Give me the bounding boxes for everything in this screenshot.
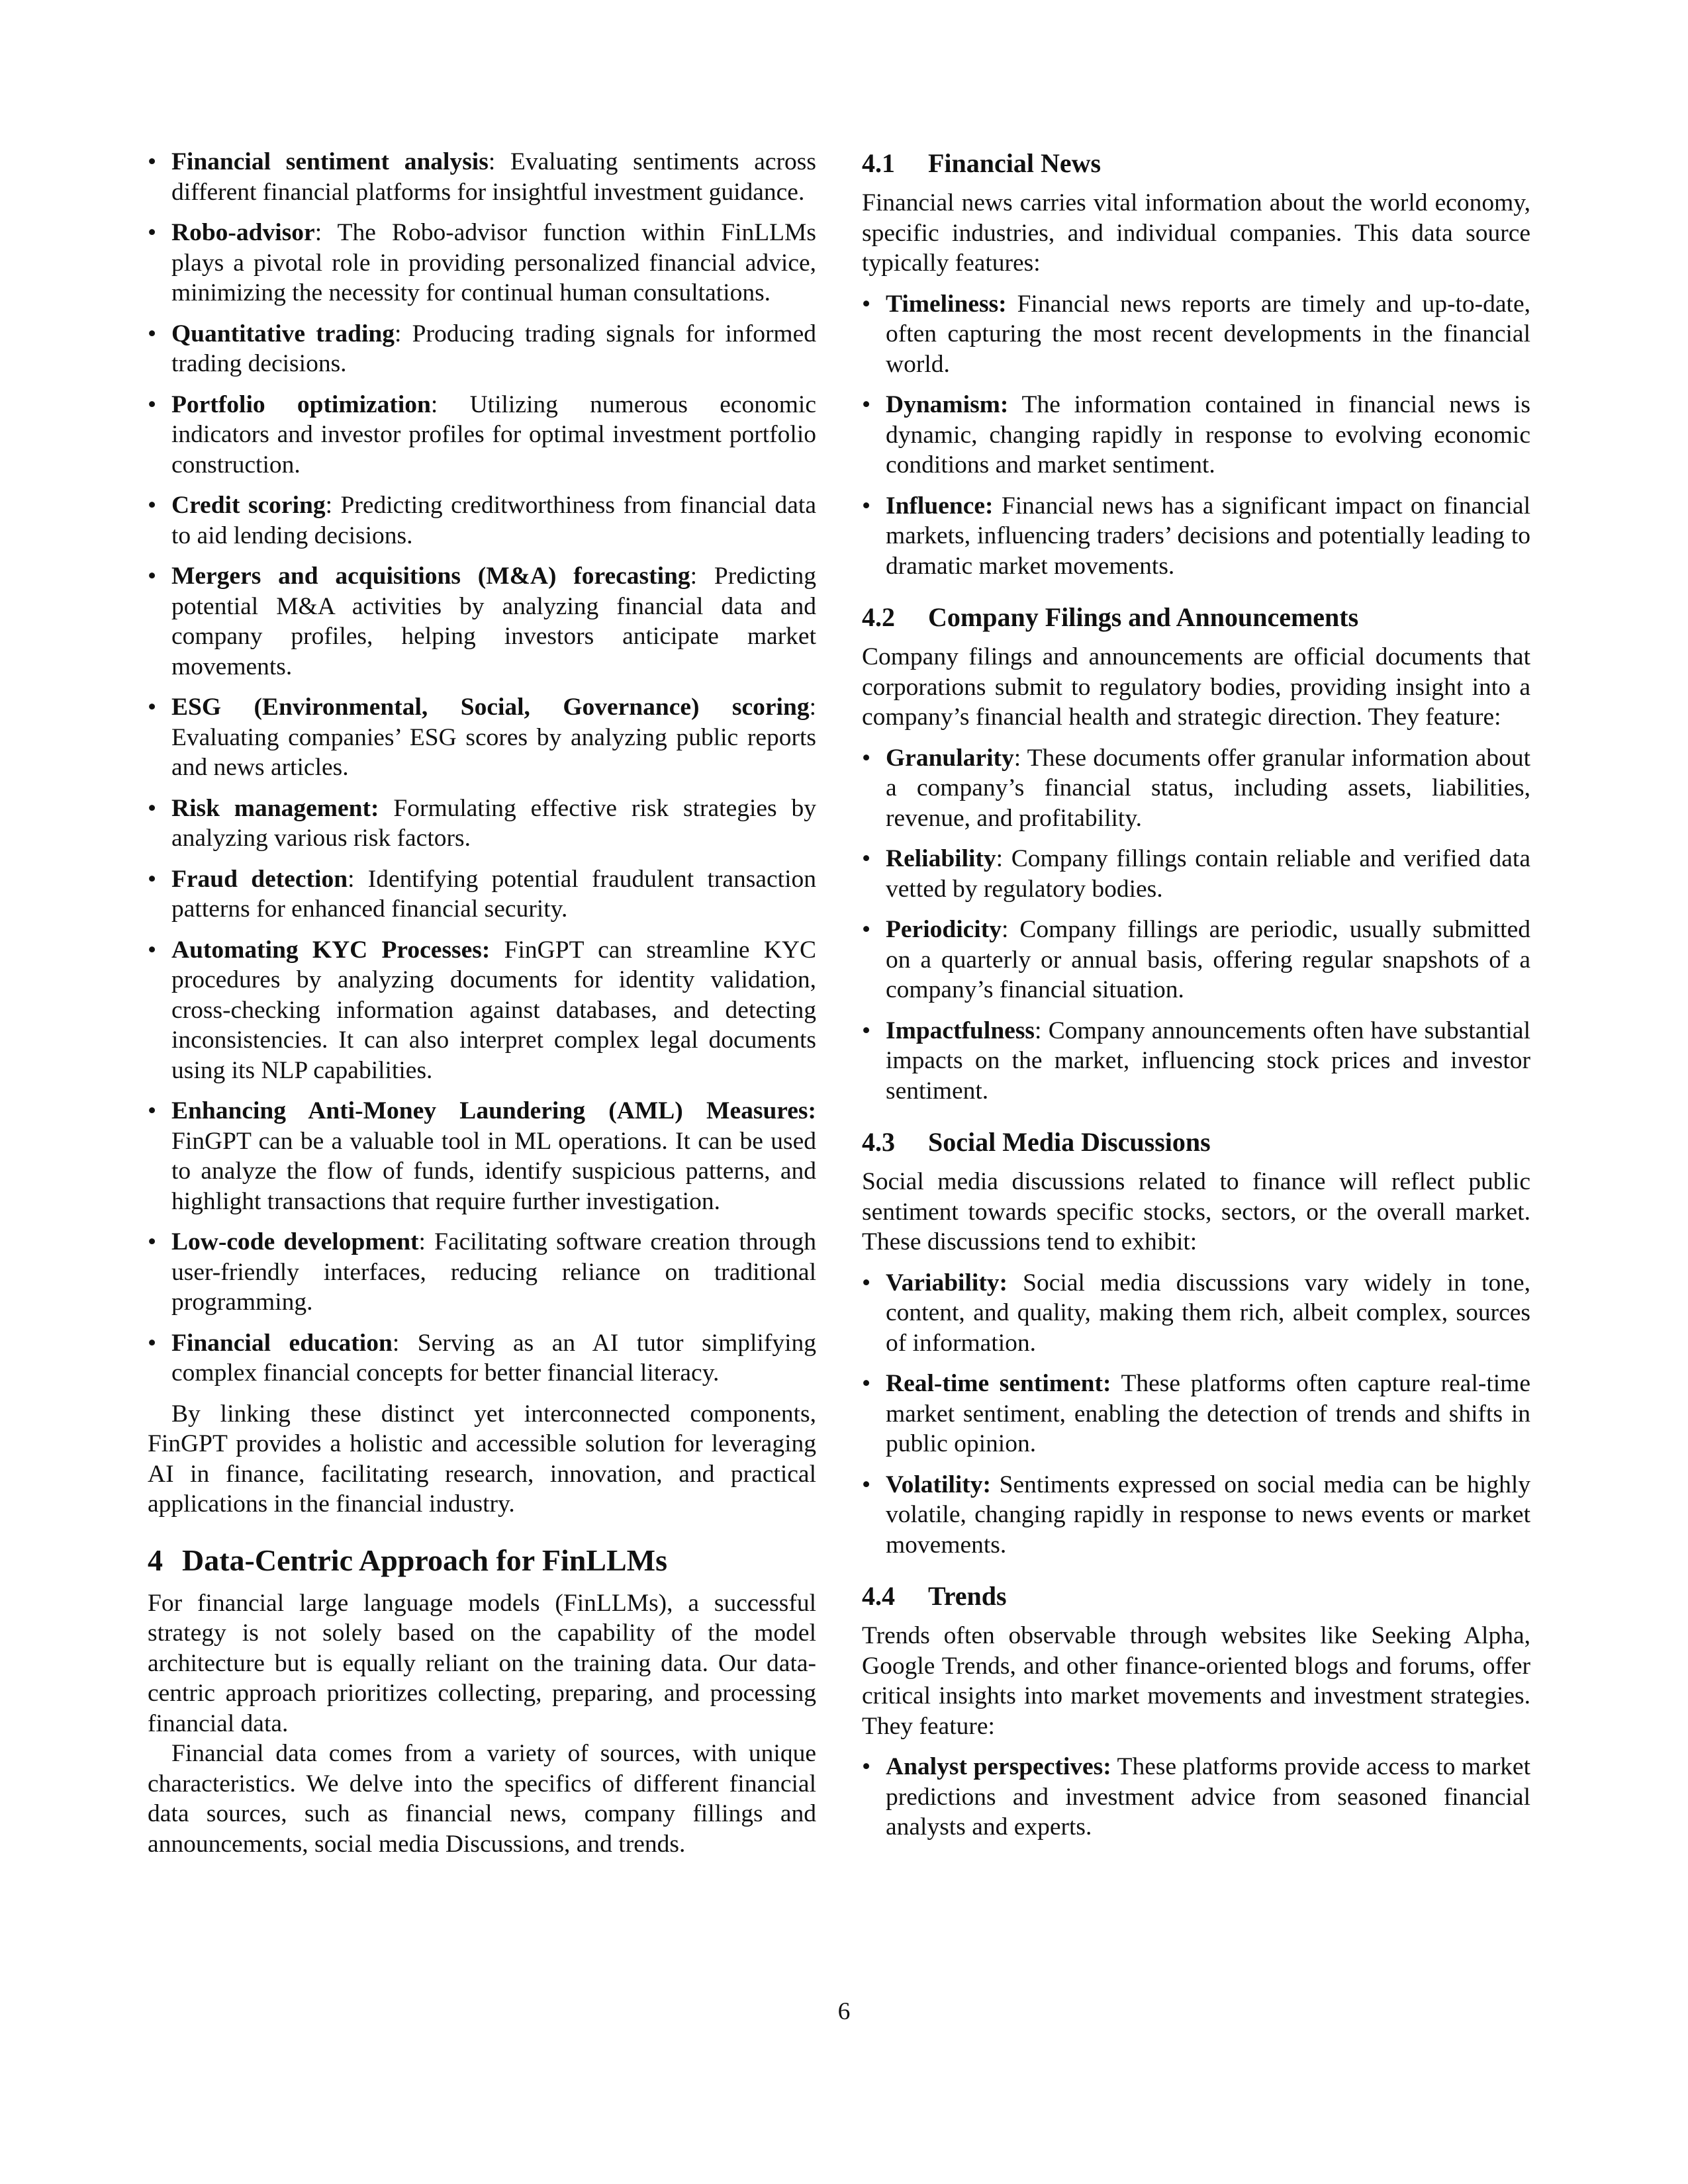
list-item: • Fraud detection: Identifying potential fraudulent transaction patterns for enhanced financial security. <box>148 864 816 925</box>
subsection-intro: Social media discussions related to finance will reflect public sentiment towards specific stocks, sectors, or the overall market. These discussions tend to exhibit: <box>862 1168 1530 1255</box>
application-list <box>148 147 816 1388</box>
section-heading <box>148 1542 816 1579</box>
feature-list <box>862 743 1530 1107</box>
list-item: • Dynamism: The information contained in financial news is dynamic, changing rapidly in response to evolving economic conditions and market sentiment. <box>862 390 1530 480</box>
subsection-heading: 4.1 Financial News <box>862 148 1102 178</box>
list-item: • Automating KYC Processes: FinGPT can streamline KYC procedures by analyzing documents for identity validation, cross-checking information against databases, and detecting inconsistencies. It can also interpret complex legal documents using its NLP capabilities. <box>148 935 816 1086</box>
subsection-heading: 4.2 Company Filings and Announcements <box>862 602 1359 632</box>
list-item: • Financial education: Serving as an AI tutor simplifying complex financial concepts for better financial literacy. <box>148 1328 816 1388</box>
section-number: 4 <box>148 1543 163 1577</box>
list-item: • Granularity: These documents offer granular information about a company’s financial status, including assets, liabilities, revenue, and profitability. <box>862 743 1530 834</box>
subsection-heading: 4.3 Social Media Discussions <box>862 1127 1211 1157</box>
closing-paragraph: By linking these distinct yet interconnected components, FinGPT provides a holistic and accessible solution for leveraging AI in finance, facilitating research, innovation, and practical applications in the financial industry. <box>148 1400 816 1518</box>
feature-list <box>862 1752 1530 1843</box>
list-item: • Portfolio optimization: Utilizing numerous economic indicators and investor profiles for optimal investment portfolio construction. <box>148 390 816 480</box>
subsection-heading: 4.4 Trends <box>862 1581 1007 1611</box>
list-item: • Real-time sentiment: These platforms often capture real-time market sentiment, enabling the detection of trends and shifts in public opinion. <box>862 1369 1530 1459</box>
subsection-intro: Trends often observable through websites like Seeking Alpha, Google Trends, and other finance-oriented blogs and forums, offer critical insights into market movements and investment strategies. They feature: <box>862 1622 1530 1740</box>
list-item: • Timeliness: Financial news reports are timely and up-to-date, often capturing the most recent developments in the financial world. <box>862 289 1530 380</box>
list-item: • Financial sentiment analysis: Evaluating sentiments across different financial platforms for insightful investment guidance. <box>148 147 816 207</box>
list-item: • Low-code development: Facilitating software creation through user-friendly interfaces, reducing reliance on traditional programming. <box>148 1227 816 1318</box>
section-title: Data-Centric Approach for FinLLMs <box>182 1543 667 1577</box>
subsection-social-media <box>862 1126 1530 1560</box>
feature-list <box>862 1268 1530 1561</box>
list-item: • Robo-advisor: The Robo-advisor function within FinLLMs plays a pivotal role in providing personalized financial advice, minimizing the necessity for continual human consultations. <box>148 218 816 308</box>
list-item: • Volatility: Sentiments expressed on social media can be highly volatile, changing rapidly in response to news events or market movements. <box>862 1470 1530 1561</box>
section-paragraph: For financial large language models (FinLLMs), a successful strategy is not solely based on the capability of the model architecture but is equally reliant on the training data. Our data-centric approach prioritizes collecting, preparing, and processing financial data. <box>148 1589 816 1737</box>
subsection-intro: Company filings and announcements are official documents that corporations submit to regulatory bodies, providing insight into a company’s financial health and strategic direction. They feature: <box>862 643 1530 731</box>
list-item: • Mergers and acquisitions (M&A) forecasting: Predicting potential M&A activities by analyzing financial data and company profiles, helping investors anticipate market movements. <box>148 561 816 682</box>
subsection-company-filings <box>862 601 1530 1106</box>
right-column <box>862 147 1530 1862</box>
subsection-financial-news <box>862 147 1530 581</box>
section-paragraph: Financial data comes from a variety of sources, with unique characteristics. We delve into the specifics of different financial data sources, such as financial news, company fillings and announcements, social media Discussions, and trends. <box>148 1740 816 1858</box>
feature-list <box>862 289 1530 582</box>
list-item: • Periodicity: Company fillings are periodic, usually submitted on a quarterly or annual basis, offering regular snapshots of a company’s financial situation. <box>862 915 1530 1005</box>
list-item: • Credit scoring: Predicting creditworthiness from financial data to aid lending decisions. <box>148 490 816 551</box>
subsection-intro: Financial news carries vital information about the world economy, specific industries, and individual companies. This data source typically features: <box>862 189 1530 277</box>
list-item: • Reliability: Company fillings contain reliable and verified data vetted by regulatory bodies. <box>862 844 1530 904</box>
list-item: • Analyst perspectives: These platforms provide access to market predictions and investment advice from seasoned financial analysts and experts. <box>862 1752 1530 1843</box>
list-item: • Impactfulness: Company announcements often have substantial impacts on the market, influencing stock prices and investor sentiment. <box>862 1016 1530 1107</box>
left-column <box>148 147 816 1859</box>
subsection-trends <box>862 1580 1530 1843</box>
page-number: 6 <box>837 1998 851 2025</box>
list-item: • Variability: Social media discussions vary widely in tone, content, and quality, making them rich, albeit complex, sources of information. <box>862 1268 1530 1359</box>
list-item: • Quantitative trading: Producing trading signals for informed trading decisions. <box>148 319 816 379</box>
list-item: • Risk management: Formulating effective risk strategies by analyzing various risk factors. <box>148 794 816 854</box>
list-item: • Influence: Financial news has a significant impact on financial markets, influencing traders’ decisions and potentially leading to dramatic market movements. <box>862 491 1530 582</box>
list-item: • ESG (Environmental, Social, Governance) scoring: Evaluating companies’ ESG scores by analyzing public reports and news articles. <box>148 692 816 783</box>
list-item: • Enhancing Anti-Money Laundering (AML) Measures: FinGPT can be a valuable tool in ML operations. It can be used to analyze the flow of funds, identify suspicious patterns, and highlight transactions that require further investigation. <box>148 1096 816 1216</box>
